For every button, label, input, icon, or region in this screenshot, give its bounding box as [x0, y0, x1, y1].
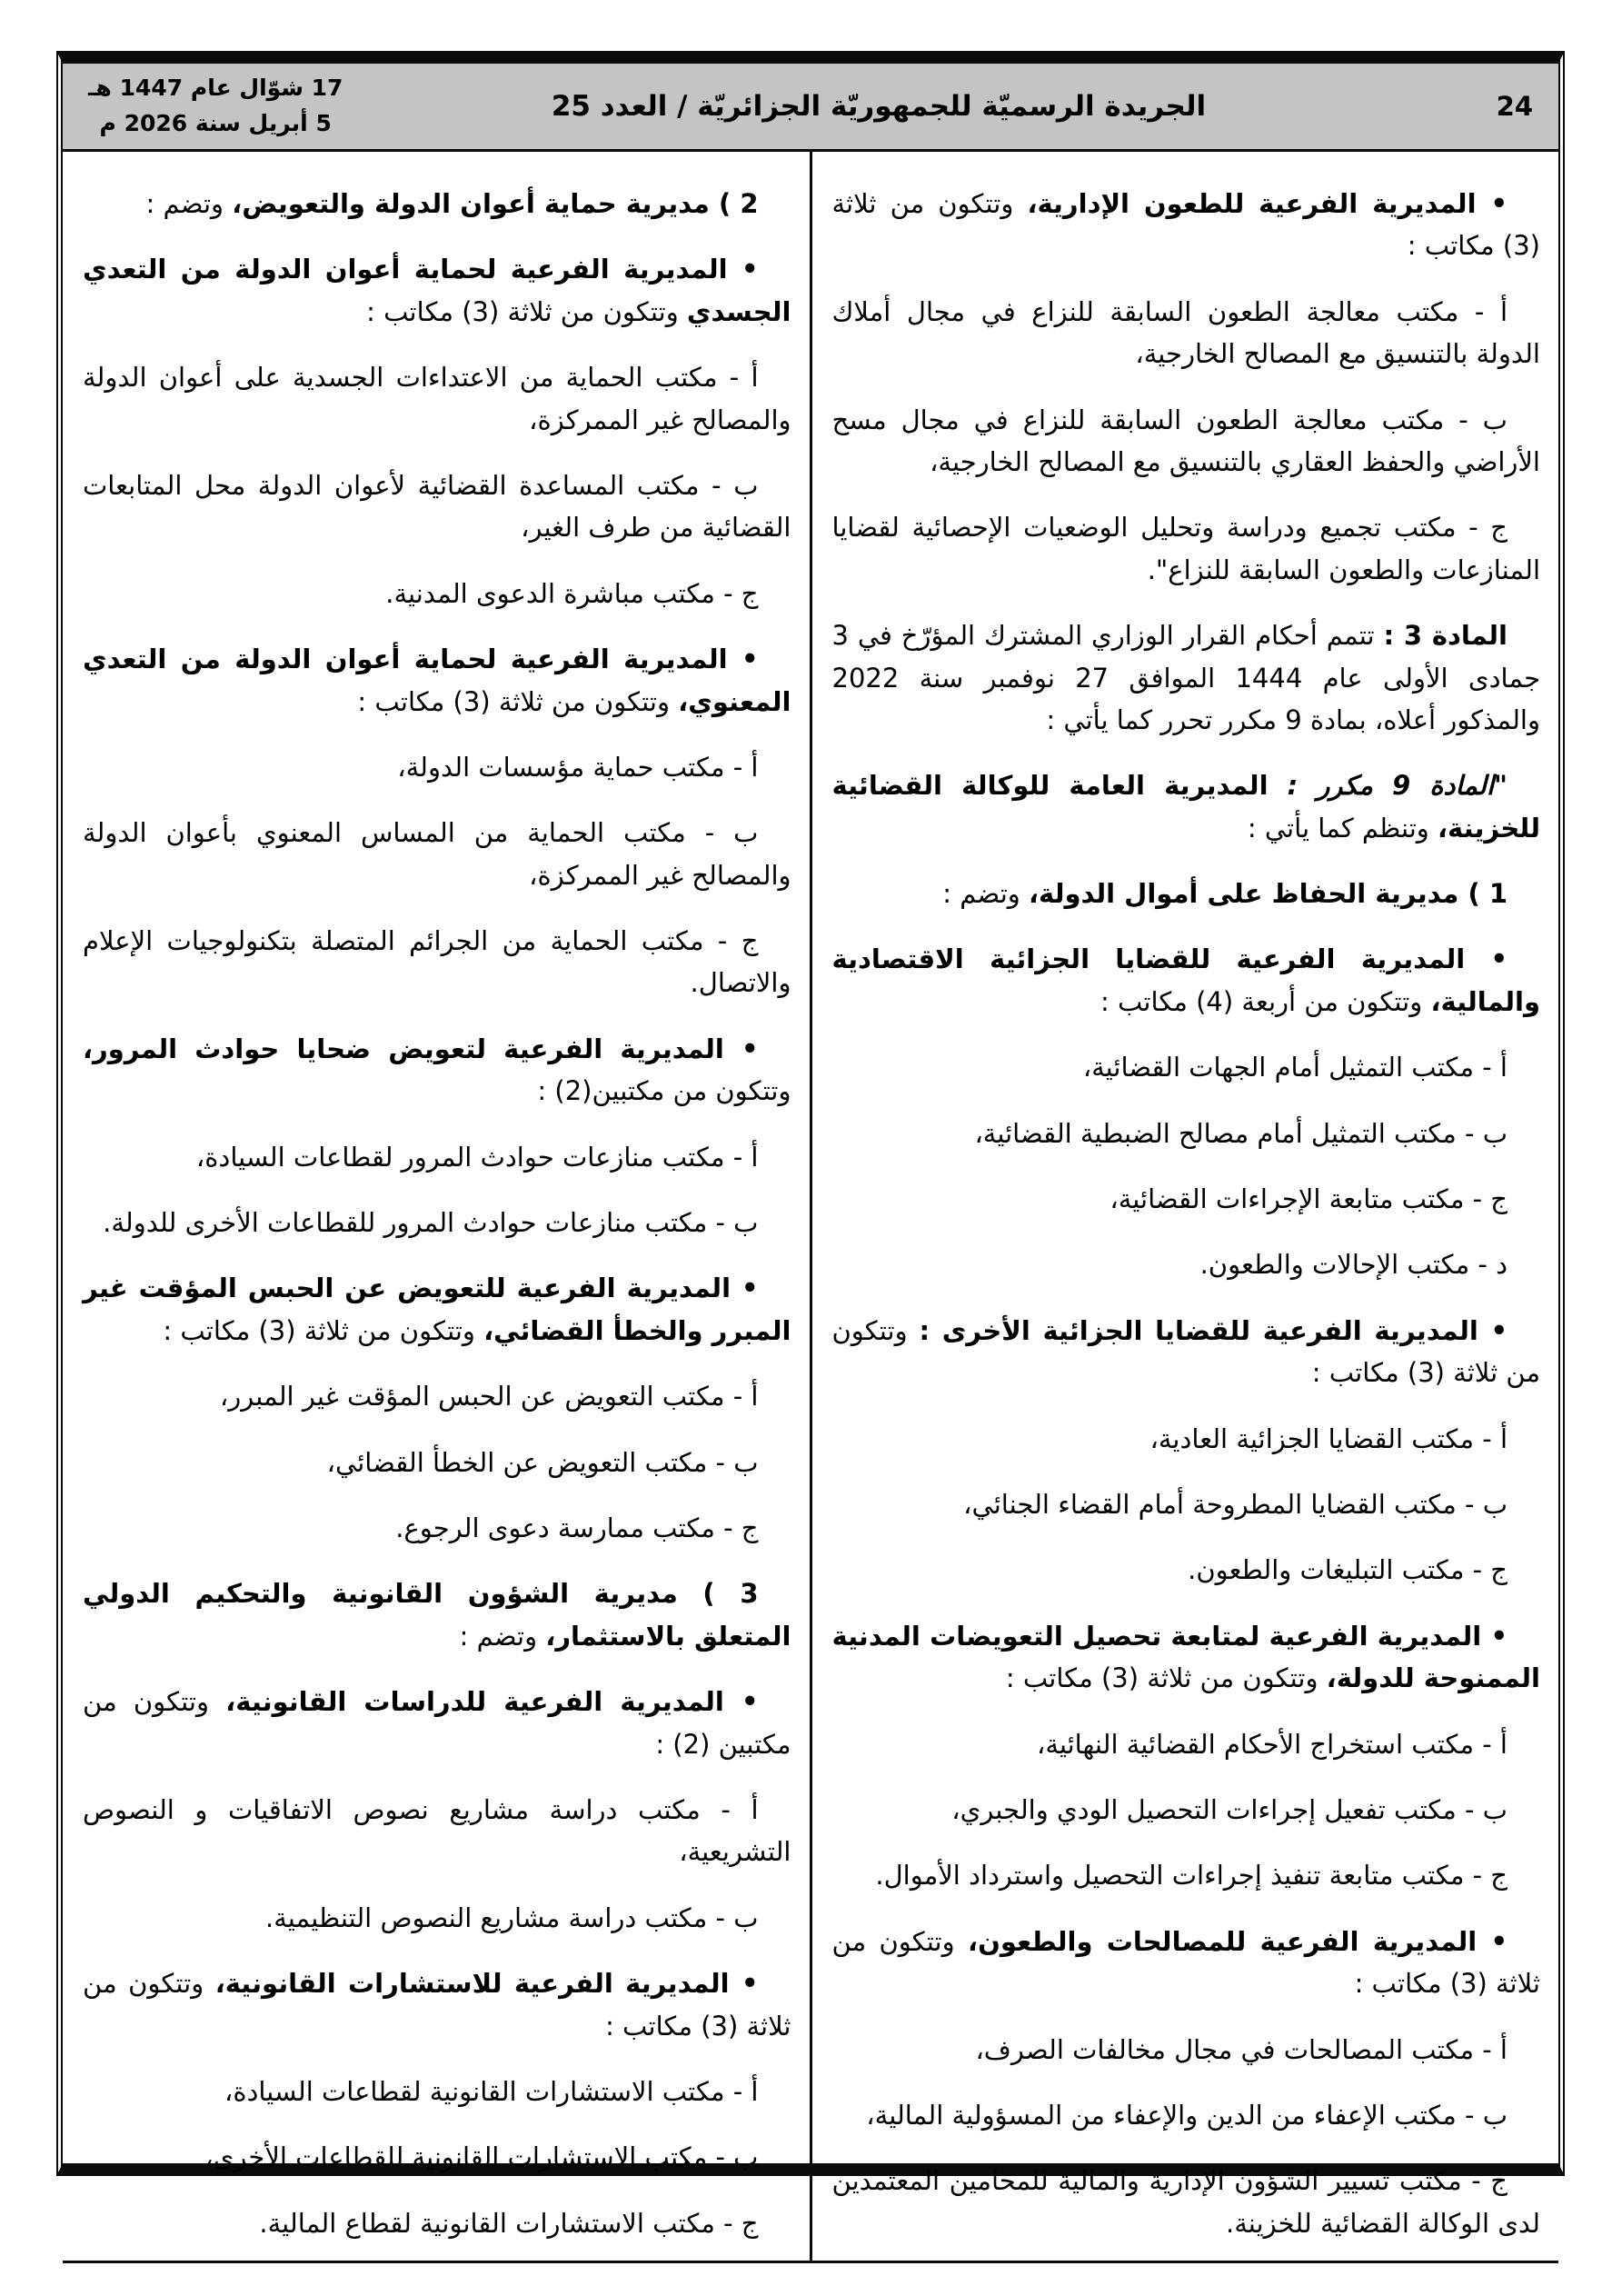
- office-item: [83, 1789, 791, 1873]
- text-run: • المديرية الفرعية للدراسات القانونية،: [225, 1686, 759, 1718]
- directorate-heading: [832, 873, 1541, 914]
- text-run: ب - مكتب التمثيل أمام مصالح الضبطية القضائية،: [974, 1117, 1508, 1149]
- text-run: أ - مكتب استخراج الأحكام القضائية النهائية،: [1036, 1728, 1508, 1760]
- office-item: [832, 1243, 1541, 1285]
- text-run: ب - مكتب الإعفاء من الدين والإعفاء من المسؤولية المالية،: [866, 2099, 1508, 2131]
- column-right: [812, 152, 1559, 2261]
- text-run: وتتكون من ثلاثة (3) مكاتب :: [831, 1925, 1540, 2000]
- text-run: وتتكون من ثلاثة (3) مكاتب :: [163, 1314, 484, 1346]
- text-run: "المادة 9 مكرر :: [1287, 770, 1508, 802]
- text-run: 1 ) مديرية الحفاظ على أموال الدولة،: [1028, 878, 1508, 910]
- text-run: ب - مكتب القضايا المطروحة أمام القضاء الجنائي،: [963, 1488, 1508, 1520]
- text-run: ج - مكتب تسيير الشؤون الإدارية والمالية للمحامين المعتمدين لدى الوكالة القضائية للخزينة.: [831, 2165, 1540, 2239]
- office-item: [83, 1897, 791, 1939]
- text-run: 2 ) مديرية حماية أعوان الدولة والتعويض،: [232, 188, 759, 219]
- office-item: [832, 2094, 1541, 2136]
- text-run: المديرية العامة للوكالة القضائية للخزينة،: [831, 770, 1540, 844]
- text-run: المادة 3 :: [1383, 620, 1508, 652]
- text-run: وتتكون من ثلاثة (3) مكاتب :: [1005, 1662, 1327, 1694]
- office-item: [83, 1442, 791, 1483]
- office-item: [832, 1178, 1541, 1220]
- office-item: [832, 1046, 1541, 1088]
- office-item: [832, 2029, 1541, 2071]
- text-run: 3 ) مديرية الشؤون القانونية والتحكيم الدولي المتعلق بالاستثمار،: [83, 1578, 791, 1652]
- directorate-heading: [83, 1572, 791, 1657]
- text-run: وتتكون من ثلاثة (3) مكاتب :: [831, 188, 1540, 262]
- subdirectorate-heading: [83, 248, 791, 333]
- office-item: [832, 1549, 1541, 1591]
- text-run: ج - مكتب مباشرة الدعوى المدنية.: [385, 577, 759, 609]
- text-run: ج - مكتب التبليغات والطعون.: [1188, 1554, 1508, 1586]
- text-run: أ - مكتب حماية مؤسسات الدولة،: [397, 751, 759, 783]
- text-run: أ - مكتب التعويض عن الحبس المؤقت غير المبرر،: [219, 1381, 759, 1413]
- subdirectorate-heading: [832, 1921, 1541, 2005]
- office-item: [83, 1375, 791, 1417]
- article-9bis-paragraph: [832, 764, 1541, 849]
- page-number: 24: [1496, 91, 1533, 122]
- office-item: [83, 2202, 791, 2244]
- subdirectorate-heading: [83, 1962, 791, 2047]
- subdirectorate-heading: [832, 183, 1541, 267]
- subdirectorate-heading: [83, 1267, 791, 1352]
- text-run: ب - مكتب المساعدة القضائية لأعوان الدولة محل المتابعات القضائية من طرف الغير،: [83, 469, 791, 544]
- text-run: وتضم :: [145, 188, 233, 219]
- office-item: [83, 1507, 791, 1549]
- text-run: وتضم :: [459, 1620, 546, 1652]
- subdirectorate-heading: [83, 1028, 791, 1113]
- journal-title: الجريدة الرسميّة للجمهوريّة الجزائريّة / العدد 25: [551, 90, 1207, 123]
- subdirectorate-heading: [83, 1681, 791, 1765]
- office-item: [83, 746, 791, 788]
- subdirectorate-heading: [832, 1310, 1541, 1394]
- text-run: • المديرية الفرعية للاستشارات القانونية،: [214, 1968, 759, 2000]
- text-run: ج - مكتب متابعة الإجراءات القضائية،: [1110, 1183, 1508, 1215]
- office-item: [832, 506, 1541, 591]
- text-run: ب - مكتب الاستشارات القانونية للقطاعات الأخرى،: [204, 2141, 759, 2173]
- page-frame: [56, 51, 1565, 2239]
- text-run: أ - مكتب المصالحات في مجال مخالفات الصرف،: [975, 2033, 1508, 2065]
- hijri-date: 17 شوّال عام 1447 هـ: [88, 75, 343, 102]
- text-run: ب - مكتب معالجة الطعون السابقة للنزاع في مجال مسح الأراضي والحفظ العقاري بالتنسيق مع المصالح الخارجية،: [831, 404, 1540, 477]
- text-run: • المديرية الفرعية للقضايا الجزائية الاقتصادية والمالية،: [831, 943, 1540, 1017]
- content-columns: [63, 152, 1558, 2263]
- text-run: أ - مكتب معالجة الطعون السابقة للنزاع في مجال أملاك الدولة بالتنسيق مع المصالح الخارجية،: [831, 295, 1540, 370]
- page-header: [63, 64, 1558, 152]
- office-item: [832, 1789, 1541, 1831]
- text-run: أ - مكتب دراسة مشاريع نصوص الاتفاقيات و النصوص التشريعية،: [83, 1793, 791, 1868]
- text-run: وتنظم كما يأتي :: [1247, 812, 1438, 844]
- text-run: • المديرية الفرعية للمصالحات والطعون،: [968, 1925, 1508, 1957]
- office-item: [83, 356, 791, 441]
- text-run: • المديرية الفرعية للتعويض عن الحبس المؤقت غير المبرر والخطأ القضائي،: [83, 1273, 791, 1346]
- text-run: • المديرية الفرعية للقضايا الجزائية الأخرى :: [919, 1314, 1508, 1346]
- text-run: ج - مكتب الحماية من الجرائم المتصلة بتكنولوجيات الإعلام والاتصال.: [83, 925, 791, 999]
- office-item: [832, 1483, 1541, 1525]
- text-run: أ - مكتب التمثيل أمام الجهات القضائية،: [1082, 1052, 1508, 1083]
- text-run: • المديرية الفرعية لحماية أعوان الدولة من التعدي الجسدي: [83, 254, 791, 327]
- text-run: وتتكون من مكتبين (2) :: [83, 1686, 791, 1760]
- text-run: أ - مكتب الاستشارات القانونية لقطاعات السيادة،: [224, 2075, 759, 2107]
- text-run: وتتكون من ثلاثة (3) مكاتب :: [366, 295, 687, 327]
- office-item: [832, 291, 1541, 375]
- text-run: وتتكون من مكتبين(2) :: [537, 1075, 791, 1107]
- text-run: وتضم :: [942, 878, 1029, 910]
- office-item: [83, 1136, 791, 1178]
- text-run: تتمم أحكام القرار الوزاري المشترك المؤرّخ في 3 جمادى الأولى عام 1444 الموافق 27 نوفمبر سنة 2022 والمذكور أعلاه، بمادة 9 مكرر تحرر كما يأتي :: [831, 620, 1541, 735]
- office-item: [83, 2136, 791, 2178]
- text-run: ب - مكتب تفعيل إجراءات التحصيل الودي والجبري،: [951, 1793, 1508, 1825]
- office-item: [832, 1854, 1541, 1896]
- office-item: [83, 573, 791, 614]
- office-item: [832, 1418, 1541, 1460]
- article-3-paragraph: [832, 614, 1541, 741]
- text-run: • المديرية الفرعية لمتابعة تحصيل التعويضات المدنية الممنوحة للدولة،: [831, 1620, 1540, 1694]
- subdirectorate-heading: [832, 1615, 1541, 1700]
- text-run: د - مكتب الإحالات والطعون.: [1199, 1249, 1508, 1281]
- column-left: [63, 152, 810, 2261]
- text-run: ب - مكتب التعويض عن الخطأ القضائي،: [326, 1446, 759, 1478]
- office-item: [832, 2160, 1541, 2244]
- text-run: ج - مكتب ممارسة دعوى الرجوع.: [395, 1512, 759, 1543]
- column-divider: [810, 152, 812, 2261]
- office-item: [832, 399, 1541, 484]
- text-run: وتتكون من ثلاثة (3) مكاتب :: [357, 685, 679, 717]
- subdirectorate-heading: [83, 638, 791, 723]
- text-run: أ - مكتب الحماية من الاعتداءات الجسدية على أعوان الدولة والمصالح غير الممركزة،: [83, 362, 791, 435]
- text-run: ج - مكتب تجميع ودراسة وتحليل الوضعيات الإحصائية لقضايا المنازعات والطعون السابقة للنزاع".: [831, 512, 1540, 585]
- subdirectorate-heading: [832, 938, 1541, 1023]
- text-run: وتتكون من ثلاثة (3) مكاتب :: [83, 1968, 791, 2041]
- text-run: • المديرية الفرعية لحماية أعوان الدولة من التعدي المعنوي،: [83, 644, 791, 717]
- directorate-heading: [83, 183, 791, 225]
- text-run: • المديرية الفرعية لتعويض ضحايا حوادث المرور،: [83, 1033, 759, 1064]
- text-run: ب - مكتب الحماية من المساس المعنوي بأعوان الدولة والمصالح غير الممركزة،: [83, 817, 791, 891]
- text-run: ب - مكتب منازعات حوادث المرور للقطاعات الأخرى للدولة.: [103, 1207, 759, 1239]
- text-run: أ - مكتب منازعات حوادث المرور لقطاعات السيادة،: [195, 1141, 759, 1173]
- office-item: [83, 464, 791, 549]
- office-item: [83, 812, 791, 896]
- office-item: [83, 1202, 791, 1243]
- gregorian-date: 5 أبريل سنة 2026 م: [99, 110, 332, 136]
- header-dates: [88, 71, 343, 142]
- text-run: ج - مكتب الاستشارات القانونية لقطاع المالية.: [259, 2207, 759, 2239]
- text-run: • المديرية الفرعية للطعون الإدارية،: [1027, 188, 1508, 219]
- office-item: [832, 1723, 1541, 1765]
- office-item: [832, 1113, 1541, 1154]
- text-run: ج - مكتب متابعة تنفيذ إجراءات التحصيل واسترداد الأموال.: [875, 1860, 1508, 1892]
- office-item: [83, 920, 791, 1004]
- office-item: [83, 2071, 791, 2112]
- text-run: وتتكون من ثلاثة (3) مكاتب :: [831, 1314, 1540, 1389]
- text-run: ب - مكتب دراسة مشاريع النصوص التنظيمية.: [265, 1902, 759, 1933]
- text-run: وتتكون من أربعة (4) مكاتب :: [1100, 985, 1431, 1017]
- text-run: أ - مكتب القضايا الجزائية العادية،: [1149, 1423, 1508, 1454]
